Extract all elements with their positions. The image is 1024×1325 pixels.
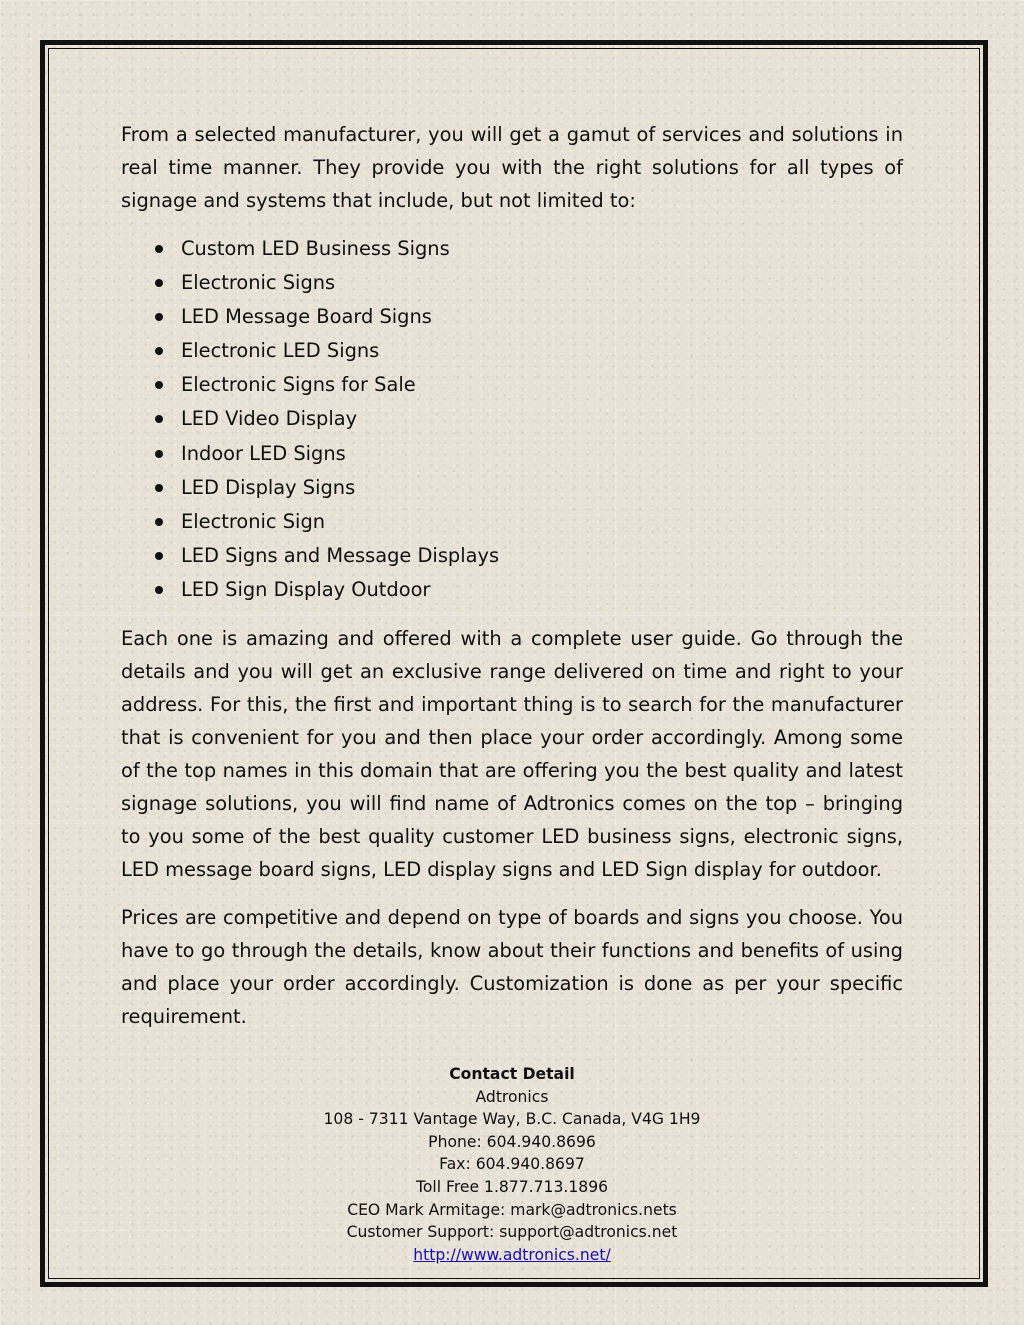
details-paragraph: Each one is amazing and offered with a complete user guide. Go through the details and you will get an exclusive range delivered on time and right to your address. For this, the first and important thing is to search for the manufacturer that is convenient for you and then place your order accordingly. Among some of the top names in this domain that are offering you the best quality and latest signage solutions, you will find name of Adtronics comes on the top – bringing to you some of the best quality customer LED business signs, electronic signs, LED message board signs, LED display signs and LED Sign display for outdoor. — [121, 627, 903, 882]
list-item — [121, 300, 903, 334]
phone: Phone: 604.940.8696 — [428, 1132, 596, 1151]
company-name: Adtronics — [475, 1087, 549, 1106]
document-body — [121, 118, 903, 1048]
intro-paragraph: From a selected manufacturer, you will get a gamut of services and solutions in real time manner. They provide you with the right solutions for all types of signage and systems that include, but not limited to: — [121, 123, 903, 212]
list-item — [121, 368, 903, 402]
list-item-label: Electronic Signs — [181, 271, 336, 295]
bullet-icon — [155, 450, 163, 458]
bullet-icon — [155, 552, 163, 560]
list-item-label: LED Signs and Message Displays — [181, 543, 500, 567]
list-item-label: Electronic Sign — [181, 509, 326, 533]
bullet-icon — [155, 415, 163, 423]
list-item-label: LED Message Board Signs — [181, 305, 432, 329]
toll-free: Toll Free 1.877.713.1896 — [415, 1177, 609, 1196]
fax: Fax: 604.940.8697 — [439, 1155, 585, 1174]
list-item-label: Electronic LED Signs — [181, 339, 380, 363]
bullet-icon — [155, 313, 163, 321]
list-item — [121, 471, 903, 505]
bullet-icon — [155, 484, 163, 492]
list-item — [121, 402, 903, 436]
bullet-icon — [155, 518, 163, 526]
support-contact: Customer Support: support@adtronics.net — [346, 1223, 678, 1242]
list-item — [121, 266, 903, 300]
bullet-icon — [155, 347, 163, 355]
bullet-icon — [155, 586, 163, 594]
pricing-paragraph: Prices are competitive and depend on type of boards and signs you choose. You have to go through the details, know about their functions and benefits of using and place your order accordingly. Customization is done as per your specific requirement. — [121, 906, 903, 1029]
list-item-label: LED Display Signs — [181, 475, 356, 499]
address: 108 - 7311 Vantage Way, B.C. Canada, V4G 1H9 — [323, 1110, 701, 1129]
contact-title: Contact Detail — [449, 1065, 575, 1083]
contact-block — [0, 1063, 1024, 1266]
list-item-label: Indoor LED Signs — [181, 441, 346, 465]
list-item — [121, 334, 903, 368]
list-item-label: Electronic Signs for Sale — [181, 373, 416, 397]
list-item-label: LED Sign Display Outdoor — [181, 577, 431, 601]
list-item — [121, 232, 903, 266]
list-item — [121, 539, 903, 573]
bullet-icon — [155, 245, 163, 253]
list-item — [121, 573, 903, 607]
list-item — [121, 437, 903, 471]
ceo-contact: CEO Mark Armitage: mark@adtronics.nets — [347, 1200, 677, 1219]
list-item-label: LED Video Display — [181, 407, 358, 431]
website-link[interactable]: http://www.adtronics.net/ — [413, 1245, 611, 1264]
list-item — [121, 505, 903, 539]
list-item-label: Custom LED Business Signs — [181, 237, 450, 260]
bullet-icon — [155, 381, 163, 389]
bullet-icon — [155, 279, 163, 287]
services-list — [121, 232, 903, 607]
